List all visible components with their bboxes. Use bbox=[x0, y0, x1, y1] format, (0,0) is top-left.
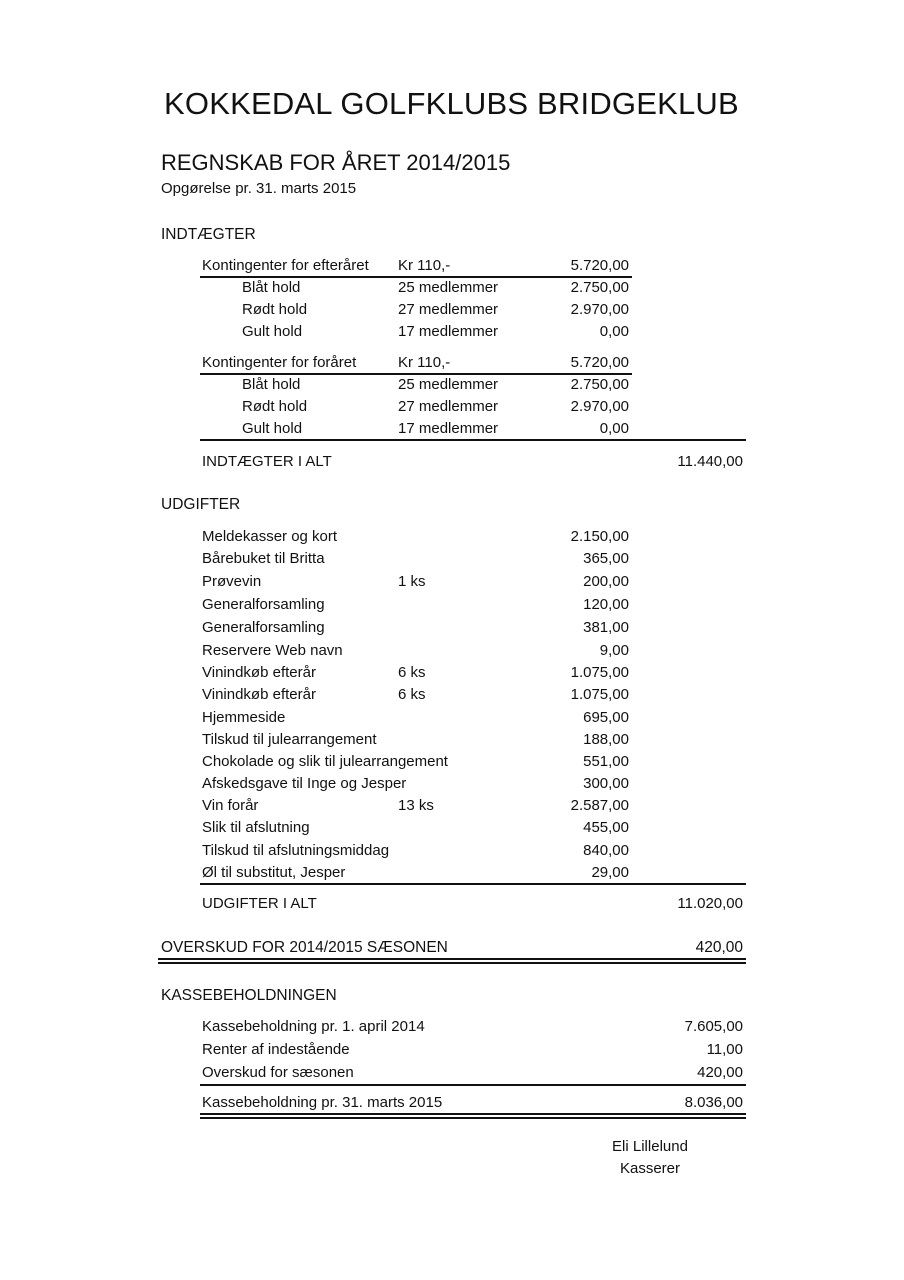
expense-amount: 9,00 bbox=[599, 642, 629, 659]
document-title: KOKKEDAL GOLFKLUBS BRIDGEKLUB bbox=[164, 86, 739, 121]
treasurer-role: Kasserer bbox=[619, 1160, 681, 1177]
expense-row bbox=[202, 751, 629, 773]
cash-heading: KASSEBEHOLDNINGEN bbox=[161, 987, 337, 1004]
expenses-total-rule bbox=[200, 883, 746, 885]
expense-label: Meldekasser og kort bbox=[202, 528, 338, 545]
cash-amount: 7.605,00 bbox=[684, 1018, 743, 1035]
expense-row bbox=[202, 795, 629, 817]
income-total-rule bbox=[200, 439, 746, 441]
income-total-row bbox=[202, 451, 743, 473]
expense-row bbox=[202, 571, 629, 593]
team-members: 27 medlemmer bbox=[398, 398, 499, 415]
cash-amount: 11,00 bbox=[706, 1041, 743, 1058]
income-group-amount: 5.720,00 bbox=[570, 257, 629, 274]
team-members: 25 medlemmer bbox=[398, 279, 499, 296]
cash-total-label: Kassebeholdning pr. 31. marts 2015 bbox=[202, 1094, 443, 1111]
expense-row bbox=[202, 862, 629, 884]
cash-subtotal-rule bbox=[200, 1084, 746, 1086]
cash-total-row bbox=[202, 1092, 743, 1114]
expense-amount: 455,00 bbox=[583, 819, 629, 836]
team-name: Gult hold bbox=[242, 323, 303, 340]
income-group-label: Kontingenter for foråret bbox=[202, 354, 357, 371]
expense-amount: 695,00 bbox=[583, 709, 629, 726]
surplus-row bbox=[161, 937, 743, 959]
cash-amount: 420,00 bbox=[697, 1064, 743, 1081]
team-name: Blåt hold bbox=[242, 279, 301, 296]
expense-label: Tilskud til afslutningsmiddag bbox=[202, 842, 390, 859]
expense-amount: 2.587,00 bbox=[570, 797, 629, 814]
income-team-row bbox=[202, 321, 629, 343]
team-members: 17 medlemmer bbox=[398, 420, 499, 437]
cash-label: Renter af indestående bbox=[202, 1041, 350, 1058]
team-name: Blåt hold bbox=[242, 376, 301, 393]
team-name: Rødt hold bbox=[242, 301, 308, 318]
income-team-row bbox=[202, 396, 629, 418]
expense-label: Slik til afslutning bbox=[202, 819, 310, 836]
income-group-rate: Kr 110,- bbox=[398, 257, 451, 274]
expense-label: Tilskud til julearrangement bbox=[202, 731, 377, 748]
income-total-amount: 11.440,00 bbox=[677, 453, 743, 470]
team-amount: 2.750,00 bbox=[570, 279, 629, 296]
expense-amount: 188,00 bbox=[583, 731, 629, 748]
team-amount: 0,00 bbox=[599, 420, 629, 437]
expense-amount: 381,00 bbox=[583, 619, 629, 636]
expense-label: Vin forår bbox=[202, 797, 259, 814]
income-group-amount: 5.720,00 bbox=[570, 354, 629, 371]
cash-label: Overskud for sæsonen bbox=[202, 1064, 354, 1081]
surplus-label: OVERSKUD FOR 2014/2015 SÆSONEN bbox=[161, 939, 448, 956]
expense-row bbox=[202, 594, 629, 616]
team-amount: 2.750,00 bbox=[570, 376, 629, 393]
expense-amount: 2.150,00 bbox=[570, 528, 629, 545]
income-total-label: INDTÆGTER I ALT bbox=[202, 453, 332, 470]
cash-double-rule-bottom bbox=[200, 1117, 746, 1119]
expenses-total-row bbox=[202, 893, 743, 915]
expense-label: Øl til substitut, Jesper bbox=[202, 864, 346, 881]
expense-label: Prøvevin bbox=[202, 573, 262, 590]
income-group-label: Kontingenter for efteråret bbox=[202, 257, 369, 274]
expense-row bbox=[202, 662, 629, 684]
expense-label: Afskedsgave til Inge og Jesper bbox=[202, 775, 407, 792]
expense-label: Reservere Web navn bbox=[202, 642, 343, 659]
team-amount: 0,00 bbox=[599, 323, 629, 340]
expense-amount: 1.075,00 bbox=[570, 664, 629, 681]
expense-row bbox=[202, 817, 629, 839]
team-members: 17 medlemmer bbox=[398, 323, 499, 340]
income-team-row bbox=[202, 299, 629, 321]
expense-label: Generalforsamling bbox=[202, 619, 325, 636]
expense-label: Vinindkøb efterår bbox=[202, 686, 316, 703]
expense-qty: 1 ks bbox=[398, 573, 426, 590]
expense-qty: 13 ks bbox=[398, 797, 434, 814]
expense-row bbox=[202, 617, 629, 639]
cash-row bbox=[202, 1016, 743, 1038]
cash-row bbox=[202, 1062, 743, 1084]
expense-amount: 200,00 bbox=[583, 573, 629, 590]
document-subtitle: REGNSKAB FOR ÅRET 2014/2015 bbox=[161, 150, 511, 175]
income-group-rate: Kr 110,- bbox=[398, 354, 451, 371]
expense-qty: 6 ks bbox=[398, 664, 426, 681]
team-amount: 2.970,00 bbox=[570, 398, 629, 415]
surplus-double-rule-bottom bbox=[158, 962, 746, 964]
expense-row bbox=[202, 773, 629, 795]
income-team-row bbox=[202, 374, 629, 396]
expense-row bbox=[202, 729, 629, 751]
treasurer-name: Eli Lillelund bbox=[612, 1138, 688, 1155]
team-members: 27 medlemmer bbox=[398, 301, 499, 318]
expense-qty: 6 ks bbox=[398, 686, 426, 703]
expense-label: Generalforsamling bbox=[202, 596, 325, 613]
expense-row bbox=[202, 840, 629, 862]
expense-label: Bårebuket til Britta bbox=[202, 550, 325, 567]
income-heading: INDTÆGTER bbox=[161, 226, 256, 243]
expense-row bbox=[202, 707, 629, 729]
expense-amount: 1.075,00 bbox=[570, 686, 629, 703]
income-group-row bbox=[202, 352, 629, 374]
surplus-amount: 420,00 bbox=[695, 939, 743, 956]
expense-label: Chokolade og slik til julearrangement bbox=[202, 753, 448, 770]
team-name: Gult hold bbox=[242, 420, 303, 437]
cash-total-amount: 8.036,00 bbox=[684, 1094, 743, 1111]
income-team-row bbox=[202, 277, 629, 299]
cash-double-rule-top bbox=[200, 1113, 746, 1115]
income-team-row bbox=[202, 418, 629, 440]
statement-date: Opgørelse pr. 31. marts 2015 bbox=[161, 180, 357, 197]
expense-label: Vinindkøb efterår bbox=[202, 664, 316, 681]
cash-label: Kassebeholdning pr. 1. april 2014 bbox=[202, 1018, 425, 1035]
income-group-row bbox=[202, 255, 629, 277]
expense-amount: 840,00 bbox=[583, 842, 629, 859]
expense-amount: 29,00 bbox=[591, 864, 629, 881]
expenses-total-label: UDGIFTER I ALT bbox=[202, 895, 317, 912]
team-members: 25 medlemmer bbox=[398, 376, 499, 393]
team-name: Rødt hold bbox=[242, 398, 308, 415]
expense-row bbox=[202, 526, 629, 548]
surplus-double-rule-top bbox=[158, 958, 746, 960]
expenses-heading: UDGIFTER bbox=[161, 496, 241, 513]
expense-label: Hjemmeside bbox=[202, 709, 286, 726]
expense-amount: 300,00 bbox=[583, 775, 629, 792]
expense-amount: 551,00 bbox=[583, 753, 629, 770]
cash-row bbox=[202, 1039, 743, 1061]
team-amount: 2.970,00 bbox=[570, 301, 629, 318]
expense-amount: 120,00 bbox=[583, 596, 629, 613]
expense-row bbox=[202, 640, 629, 662]
expense-row bbox=[202, 548, 629, 570]
expense-amount: 365,00 bbox=[583, 550, 629, 567]
expense-row bbox=[202, 684, 629, 706]
expenses-total-amount: 11.020,00 bbox=[677, 895, 743, 912]
